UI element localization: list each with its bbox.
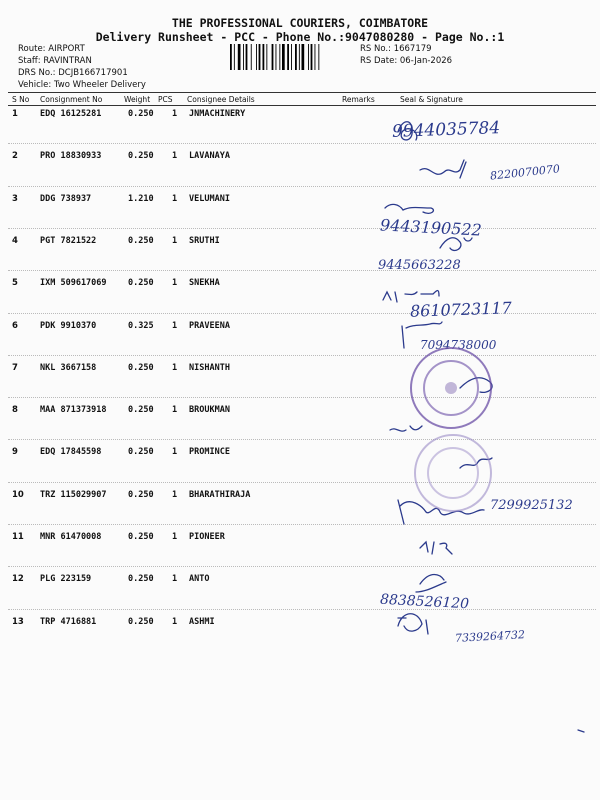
row-weight: 1.210 [128,193,154,204]
row-consignment-no: PGT 7821522 [40,235,97,246]
row-consignee: ASHMI [189,616,215,627]
drs-value: DCJB166717901 [58,68,128,78]
route-label: Route: [18,44,46,54]
signature-12 [416,575,446,593]
rs-no-value: 1667179 [393,44,432,54]
runsheet-subtitle: Delivery Runsheet - PCC - Phone No.:9047080280 - Page No.:1 [95,30,505,44]
row-pcs: 1 [172,532,178,542]
barcode-bar [256,44,257,70]
row-consignment-no: MNR 61470008 [40,532,102,542]
row-consignment-no: IXM 509617069 [40,278,107,289]
stamp-seal-2 [412,432,494,514]
signature-4 [440,238,472,251]
signature-3 [385,204,433,213]
barcode-bar [238,44,241,70]
rs-no-line [360,44,432,54]
handwritten-phone-1: 9944035784 [391,118,501,142]
barcode-bar [230,44,232,70]
vehicle-value: Two Wheeler Delivery [53,80,146,90]
col-sno: S No [12,95,30,104]
barcode-bar [266,44,267,70]
row-consignee: PIONEER [189,532,225,542]
row-pcs: 1 [172,362,178,373]
handwritten-phone-5: 8610723117 [409,298,513,321]
company-title: THE PROFESSIONAL COURIERS, COIMBATORE [171,16,429,30]
row-consignee: SRUTHI [189,235,220,246]
row-pcs: 1 [172,447,178,458]
row-consignee: ANTO [189,574,210,585]
corner-mark [578,730,584,732]
row-consignment-no: EDQ 17845598 [40,447,102,458]
signature-11 [420,542,452,554]
barcode-bar [291,44,292,70]
table-top-rule [8,92,596,93]
row-weight: 0.250 [128,574,154,585]
vehicle-label: Vehicle: [18,80,52,90]
route-line [18,44,85,54]
row-consignment-no: MAA 871373918 [40,405,107,416]
row-sno: 9 [12,447,18,458]
row-separator [8,186,596,187]
row-separator [8,143,596,144]
row-consignment-no: TRP 4716881 [40,616,97,627]
row-sno: 10 [12,489,24,500]
barcode-bar [318,44,319,70]
row-consignment-no: TRZ 115029907 [40,489,107,500]
barcode-bar [302,44,305,70]
col-weight: Weight [124,95,151,104]
handwritten-phone-6: 7094738000 [420,338,497,352]
handwritten-phone-12: 8838526120 [379,591,470,613]
row-pcs: 1 [172,151,178,162]
row-pcs: 1 [172,193,178,204]
row-pcs: 1 [172,109,178,119]
row-pcs: 1 [172,489,178,500]
staff-label: Staff: [18,56,41,66]
barcode-bar [272,44,274,70]
signature-2 [420,160,466,178]
barcode-bar [279,44,280,70]
row-weight: 0.250 [128,532,154,542]
row-separator [8,609,596,610]
rs-date-label: RS Date: [360,56,398,66]
col-remarks: Remarks [342,95,375,104]
barcode-bar [259,44,261,70]
barcode-bar [287,44,289,70]
col-consignee: Consignee Details [187,95,255,104]
row-consignee: PRAVEENA [189,320,230,331]
barcode-bar [308,44,309,70]
col-consignment: Consignment No [40,95,103,104]
vehicle-line [18,80,146,90]
row-sno: 1 [12,109,18,119]
row-separator [8,270,596,271]
staff-line [18,56,92,66]
row-sno: 6 [12,320,18,331]
row-sno: 3 [12,193,18,204]
row-weight: 0.250 [128,151,154,162]
handwritten-phone-3: 9443190522 [379,215,483,240]
barcode-bar [276,44,277,70]
handwritten-phone-2: 8220070070 [489,162,561,183]
col-seal-signature: Seal & Signature [400,95,463,104]
row-pcs: 1 [172,320,178,331]
row-consignment-no: DDG 738937 [40,193,92,204]
handwritten-phone-10: 7299925132 [490,498,573,513]
row-sno: 8 [12,405,18,416]
row-consignee: PROMINCE [189,447,230,458]
handwritten-phone-13: 7339264732 [454,628,526,645]
col-pcs: PCS [158,95,173,104]
row-separator [8,439,596,440]
row-sno: 4 [12,235,18,246]
stamp-seal-1 [408,345,494,431]
row-sno: 13 [12,616,24,627]
row-weight: 0.250 [128,447,154,458]
row-weight: 0.250 [128,489,154,500]
row-weight: 0.250 [128,109,154,119]
row-separator [8,397,596,398]
drs-line [18,68,128,78]
barcode-bar [295,44,297,70]
barcode-bar [243,44,244,70]
row-consignment-no: EDQ 16125281 [40,109,102,119]
barcode-bar [246,44,248,70]
drs-label: DRS No.: [18,68,56,78]
rs-date-line [360,56,452,66]
barcode-bar [315,44,316,70]
rs-no-label: RS No.: [360,44,391,54]
row-separator [8,566,596,567]
row-weight: 0.250 [128,235,154,246]
row-sno: 2 [12,151,18,162]
row-separator [8,524,596,525]
row-separator [8,228,596,229]
table-header-rule [8,105,596,106]
row-consignment-no: PDK 9910370 [40,320,97,331]
row-separator [8,482,596,483]
row-sno: 11 [12,532,24,542]
barcode-bar [263,44,265,70]
row-consignee: SNEKHA [189,278,220,289]
row-consignee: VELUMANI [189,193,230,204]
barcode-bar [234,44,235,70]
barcode-bar [251,44,252,70]
barcode [230,44,355,70]
row-weight: 0.250 [128,278,154,289]
signature-13 [398,614,428,634]
handwritten-phone-4: 9445663228 [378,258,461,273]
row-consignment-no: PRO 18830933 [40,151,102,162]
row-pcs: 1 [172,616,178,627]
staff-value: RAVINTRAN [43,56,92,66]
row-consignee: NISHANTH [189,362,230,373]
row-weight: 0.325 [128,320,154,331]
row-consignment-no: PLG 223159 [40,574,92,585]
route-value: AIRPORT [48,44,85,54]
row-sno: 12 [12,574,24,585]
row-consignee: LAVANAYA [189,151,230,162]
row-consignment-no: NKL 3667158 [40,362,97,373]
barcode-bar [282,44,285,70]
row-pcs: 1 [172,574,178,585]
barcode-bar [311,44,313,70]
row-sno: 5 [12,278,18,289]
row-consignee: BROUKMAN [189,405,230,416]
row-consignee: BHARATHIRAJA [189,489,251,500]
row-weight: 0.250 [128,405,154,416]
row-weight: 0.250 [128,616,154,627]
row-separator [8,355,596,356]
barcode-bar [299,44,300,70]
row-pcs: 1 [172,235,178,246]
row-weight: 0.250 [128,362,154,373]
row-pcs: 1 [172,278,178,289]
row-sno: 7 [12,362,18,373]
row-consignee: JNMACHINERY [189,109,246,119]
row-pcs: 1 [172,405,178,416]
rs-date-value: 06-Jan-2026 [399,56,453,66]
